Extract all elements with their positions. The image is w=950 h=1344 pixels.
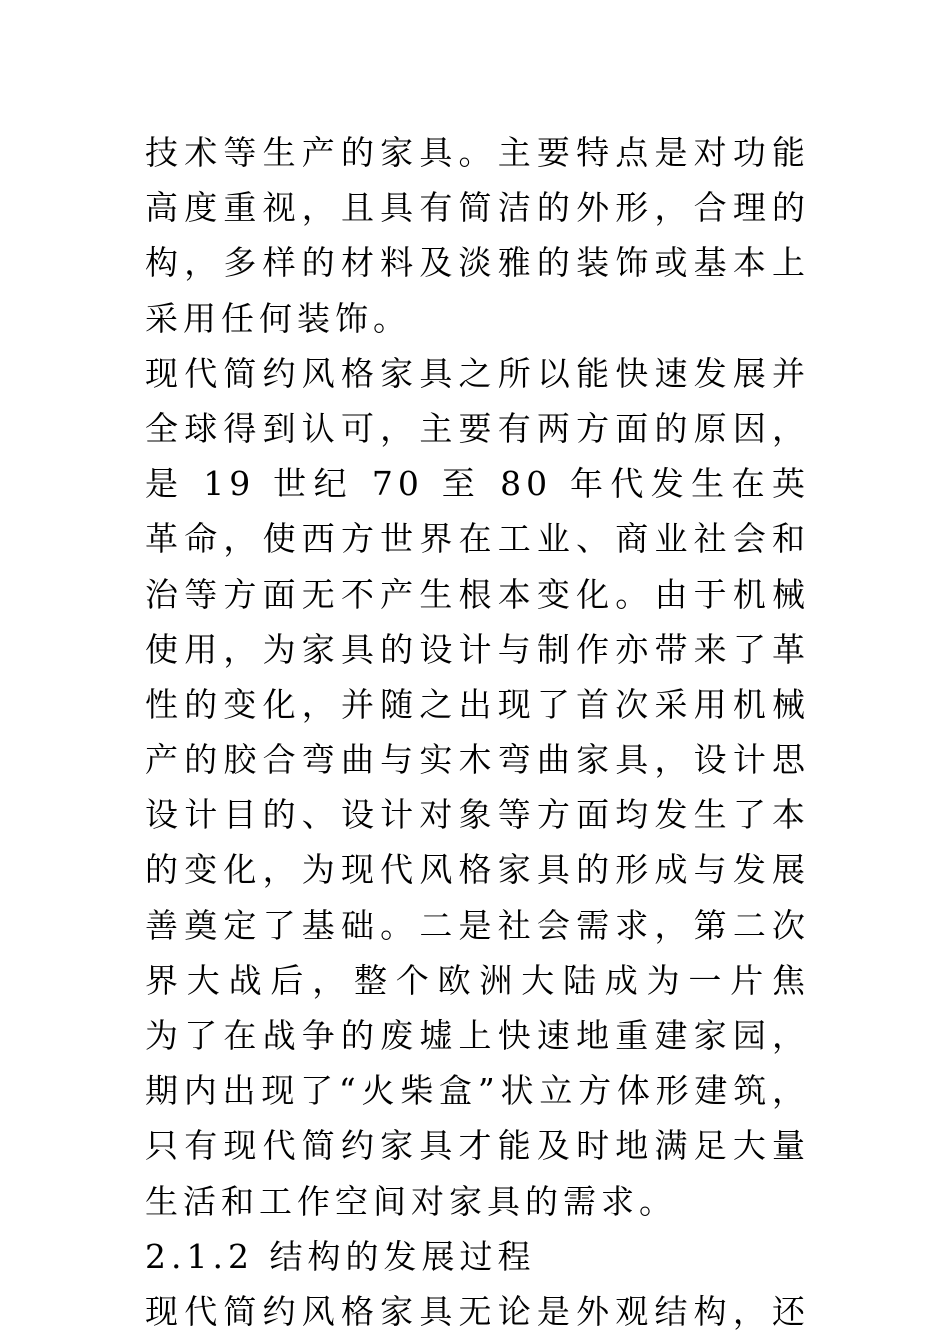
text-line: 现代简约风格家具之所以能快速发展并 <box>145 353 810 393</box>
text-line: 为了在战争的废墟上快速地重建家园， <box>145 1016 810 1055</box>
text-line: 现代简约风格家具无论是外观结构，还 <box>145 1291 810 1331</box>
text-line: 高度重视，且具有简洁的外形，合理的 <box>145 188 810 228</box>
text-line: 革命，使西方世界在工业、商业社会和 <box>145 519 810 559</box>
text-line: 设计目的、设计对象等方面均发生了本 <box>145 795 810 835</box>
text-line: 治等方面无不产生根本变化。由于机械 <box>145 574 810 614</box>
body-text <box>145 125 810 1339</box>
text-line: 是 19 世纪 70 至 80 年代发生在英 <box>145 464 810 504</box>
text-line: 构，多样的材料及淡雅的装饰或基本上 <box>145 243 810 283</box>
text-line: 性的变化，并随之出现了首次采用机械 <box>145 684 810 724</box>
text-line: 采用任何装饰。 <box>145 298 411 338</box>
text-line: 产的胶合弯曲与实木弯曲家具，设计思 <box>145 740 810 780</box>
text-line: 使用，为家具的设计与制作亦带来了革 <box>145 629 810 669</box>
text-line: 技术等生产的家具。主要特点是对功能 <box>145 133 810 172</box>
text-line: 的变化，为现代风格家具的形成与发展 <box>145 850 810 890</box>
text-line: 生活和工作空间对家具的需求。 <box>145 1181 677 1221</box>
section-heading: 2.1.2 结构的发展过程 <box>145 1236 536 1276</box>
text-line: 善奠定了基础。二是社会需求，第二次 <box>145 905 810 945</box>
text-line: 全球得到认可，主要有两方面的原因， <box>145 408 810 448</box>
text-line: 界大战后，整个欧洲大陆成为一片焦 <box>145 960 810 1000</box>
text-line: 只有现代简约家具才能及时地满足大量 <box>145 1126 810 1166</box>
text-line: 期内出现了“火柴盒”状立方体形建筑， <box>145 1071 810 1111</box>
